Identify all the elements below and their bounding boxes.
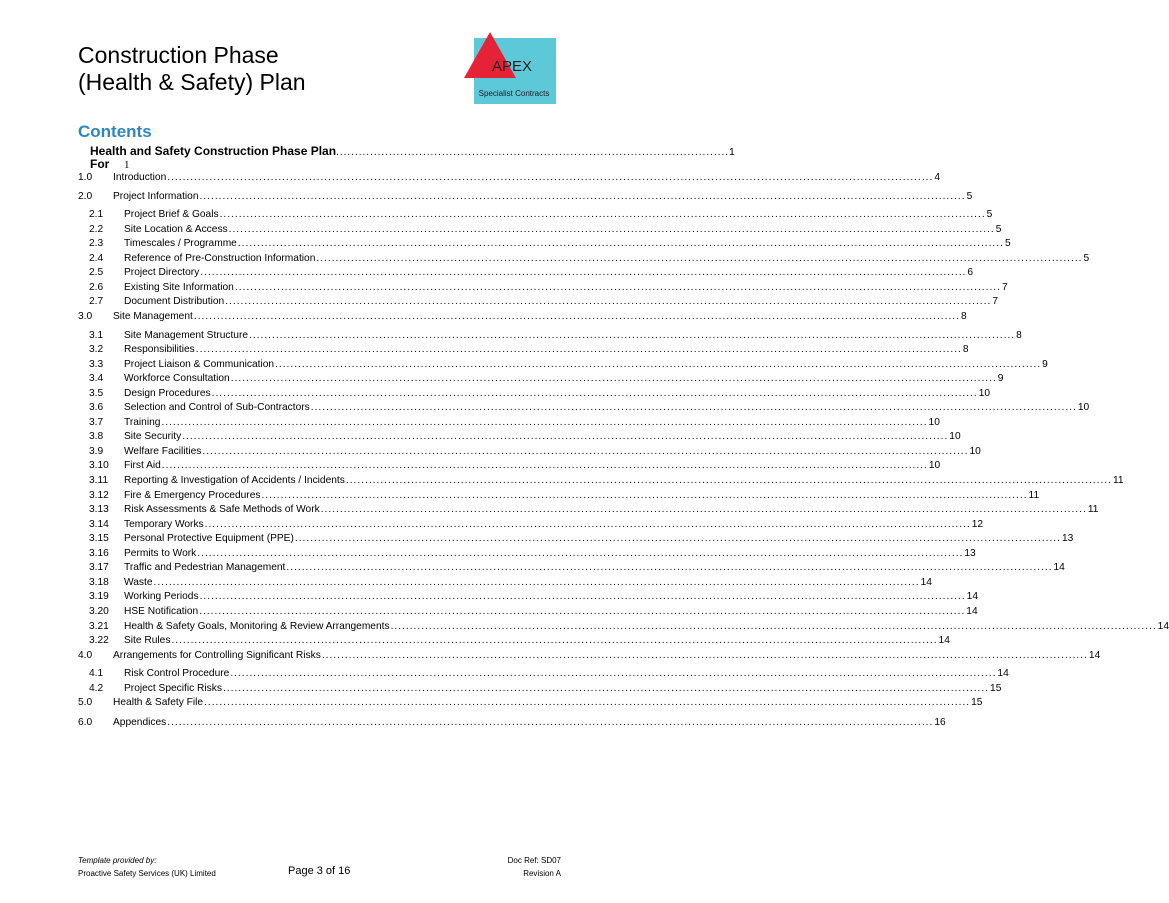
toc-entry-label: Welfare Facilities	[124, 445, 202, 457]
toc-entry-label: Project Information	[113, 190, 199, 202]
toc-entry[interactable]	[78, 190, 973, 203]
toc-entry-for: For	[90, 157, 110, 171]
toc-leader: ........................................................................................................................................................................................................	[197, 547, 964, 559]
toc-entry[interactable]	[89, 547, 976, 560]
toc-entry-number: 2.7	[89, 296, 104, 308]
toc-leader: ........................................................................................................................................................................................................	[199, 605, 966, 617]
toc-leader: ........................................................................................................................................................................................................	[310, 402, 1077, 414]
toc-entry[interactable]	[89, 344, 969, 356]
toc-entry-page: 14	[1088, 649, 1101, 661]
toc-leader: ........................................................................................................................................................................................................	[261, 489, 1028, 501]
toc-entry-page: 14	[938, 635, 950, 647]
toc-entry-page: 10	[949, 431, 961, 443]
toc-leader: ........................................................................................................................................................................................................	[275, 358, 1042, 370]
toc-entry-page: 10	[978, 387, 991, 399]
toc-entry-label: Design Procedures	[124, 387, 211, 399]
toc-leader: ........................................................................................................................................................................................................	[234, 281, 1001, 293]
toc-entry[interactable]	[89, 373, 1004, 385]
toc-entry-number: 3.19	[89, 591, 109, 603]
toc-entry-label: Project Brief & Goals	[124, 209, 219, 221]
toc-entry-label: Risk Assessments & Safe Methods of Work	[124, 504, 320, 516]
toc-entry-page: 10	[969, 445, 981, 457]
toc-entry-number: 3.14	[89, 518, 109, 530]
toc-entry[interactable]	[89, 460, 941, 472]
toc-entry-number: 3.17	[89, 562, 109, 574]
toc-entry[interactable]	[89, 635, 950, 647]
toc-entry-number: 3.21	[89, 620, 109, 632]
toc-entry[interactable]	[89, 620, 1169, 633]
toc-entry-page: 8	[962, 344, 969, 356]
toc-entry-number: 3.15	[89, 533, 109, 545]
toc-entry-page: 5	[966, 190, 973, 202]
toc-entry-label: Waste	[124, 576, 153, 588]
toc-entry-number: 3.18	[89, 576, 109, 588]
toc-leader: ........................................................................................................................................................................................................	[286, 562, 1053, 574]
toc-entry[interactable]	[78, 649, 1101, 662]
toc-leader: ........................................................................................................................................................................................................	[230, 668, 997, 680]
toc-entry-page: 13	[1061, 533, 1074, 545]
toc-entry-number: 3.9	[89, 445, 104, 457]
toc-entry-number: 3.5	[89, 387, 104, 399]
toc-entry-label: Existing Site Information	[124, 281, 234, 293]
toc-leader: ........................................................................................................................................................................................................	[225, 296, 992, 308]
toc-entry-label: Working Periods	[124, 591, 199, 603]
toc-leader: ........................................................................................................................................................................................................	[204, 518, 971, 530]
toc-entry-number: 3.8	[89, 431, 104, 443]
footer-left	[78, 854, 216, 880]
toc-entry-label: Appendices	[113, 716, 167, 728]
toc-entry-label: Site Security	[124, 431, 182, 443]
toc-leader: ........................................................................................................................................................................................................	[182, 431, 949, 443]
toc-entry-label: Workforce Consultation	[124, 373, 230, 385]
toc-entry-page: 7	[1001, 281, 1008, 293]
toc-entry[interactable]	[89, 668, 1009, 680]
toc-leader: ........................................................................................................................................................................................................	[195, 344, 962, 356]
toc-entry-number: 3.11	[89, 475, 109, 486]
toc-entry-page: 13	[964, 547, 976, 559]
toc-entry-number: 3.10	[89, 460, 109, 472]
toc-leader: ........................................................................................................................................................................................................	[204, 697, 971, 709]
footer-right	[508, 854, 561, 880]
toc-entry-page: 14	[1053, 562, 1065, 574]
toc-entry-label: Personal Protective Equipment (PPE)	[124, 533, 294, 545]
toc-entry-label: Arrangements for Controlling Significant Risks	[113, 649, 321, 661]
toc-entry-number: 2.2	[89, 223, 104, 235]
toc-leader: ........................................................................................................................................................................................................	[230, 373, 997, 385]
toc-entry-label: Fire & Emergency Procedures	[124, 489, 261, 501]
logo-brand: APEX	[491, 58, 533, 75]
toc-entry-label: Timescales / Programme	[124, 238, 237, 250]
toc-entry[interactable]	[89, 296, 998, 308]
toc-leader: ........................................................................................................................................................................................................	[153, 576, 920, 588]
toc-entry-page: 5	[1083, 252, 1090, 264]
toc-entry[interactable]	[89, 475, 1124, 487]
toc-entry-number: 2.1	[89, 209, 104, 221]
toc-leader: ........................................................................................................................................................................................................	[193, 310, 960, 322]
toc-entry-page: 10	[928, 460, 941, 472]
toc-leader: ........................................................................................................................................................................................................	[161, 460, 928, 472]
toc-entry-page: 14	[1157, 620, 1169, 632]
toc-entry[interactable]	[78, 310, 967, 323]
toc-entry-page: 15	[971, 697, 983, 709]
toc-entry-page: 14	[966, 591, 978, 603]
toc-leader: ........................................................................................................................................................................................................	[390, 620, 1157, 632]
toc-entry-label: Permits to Work	[124, 547, 197, 559]
toc-leader: ........................................................................................................................................................................................................	[161, 416, 928, 428]
toc-entry-label: Health & Safety File	[113, 697, 204, 709]
toc-leader: ........................................................................................................................................................................................................	[199, 591, 966, 603]
toc-entry-number: 3.13	[89, 504, 109, 516]
toc-entry-page: 10	[1077, 402, 1090, 414]
toc-entry-label: Site Rules	[124, 635, 171, 647]
toc-entry[interactable]	[78, 716, 946, 729]
toc-entry[interactable]	[89, 329, 1022, 342]
toc-entry-for-page: 1	[124, 159, 130, 171]
toc-entry-number: 3.0	[78, 310, 93, 322]
toc-entry[interactable]	[89, 238, 1011, 250]
toc-entry-label: Traffic and Pedestrian Management	[124, 562, 286, 574]
toc-entry-label: HSE Notification	[124, 605, 199, 617]
toc-entry[interactable]	[89, 605, 978, 618]
toc-entry-page: 9	[1042, 358, 1048, 370]
toc-entry-number: 4.1	[89, 668, 104, 680]
toc-entry-page: 5	[986, 209, 993, 221]
toc-entry-label: First Aid	[124, 460, 161, 472]
toc-entry[interactable]	[89, 682, 1002, 695]
toc-entry-number: 2.5	[89, 267, 104, 279]
toc-entry-number: 3.3	[89, 358, 104, 370]
toc-leader: ........................................................................................................................................................................................................	[222, 682, 990, 694]
toc-entry[interactable]	[89, 387, 991, 400]
toc-entry-label: Site Management Structure	[124, 329, 249, 341]
toc-entry-number: 3.22	[89, 635, 109, 647]
toc-entry[interactable]	[89, 533, 1074, 545]
toc-entry-number: 2.3	[89, 238, 104, 250]
toc-entry[interactable]	[89, 445, 981, 458]
toc-entry-number: 3.2	[89, 344, 104, 356]
toc-entry-label: Site Management	[113, 310, 193, 322]
toc-entry[interactable]	[89, 504, 1099, 516]
toc-leader: ........................................................................................................................................................................................................	[249, 329, 1016, 341]
toc-leader: ........................................................................................................................................................................................................	[211, 387, 978, 399]
toc-entry[interactable]	[78, 697, 983, 709]
toc-entry-number: 6.0	[78, 716, 93, 728]
toc-entry-page: 10	[928, 416, 940, 428]
toc-entry-page: 11	[1112, 475, 1124, 486]
toc-entry[interactable]	[89, 489, 1040, 502]
toc-entry[interactable]	[89, 281, 1008, 294]
toc-entry[interactable]	[89, 591, 978, 603]
toc-entry-number: 2.4	[89, 252, 104, 264]
toc-entry-number: 2.0	[78, 190, 93, 202]
toc-entry-label: Temporary Works	[124, 518, 204, 530]
toc-leader: ........................................................................................................................................................................................................	[320, 504, 1087, 516]
toc-leader: ........................................................................................................................................................................................................	[199, 190, 966, 202]
toc-leader: ........................................................................................................................................................................................................	[228, 223, 995, 235]
toc-leader: ........................................................................................................................................................................................................	[167, 172, 934, 183]
toc-entry[interactable]	[89, 576, 932, 589]
toc-entry-number: 3.16	[89, 547, 109, 559]
toc-entry-number: 1.0	[78, 172, 93, 183]
toc-entry-number: 4.0	[78, 649, 93, 661]
toc-entry-page: 8	[1016, 329, 1022, 341]
toc-entry[interactable]	[89, 402, 1090, 414]
toc-leader: ........................................................................................................................................................................................................	[219, 209, 986, 221]
toc-entry-page: 15	[990, 682, 1002, 694]
toc-entry-label: Health and Safety Construction Phase Plan	[90, 144, 337, 158]
footer-template-line: Template provided by:	[78, 856, 157, 865]
toc-entry-number: 5.0	[78, 697, 93, 709]
toc-entry-label: Reporting & Investigation of Accidents / Incidents	[124, 475, 345, 486]
toc-entry-page: 7	[992, 296, 998, 308]
toc-leader: ........................................................................................................................................................................................................	[171, 635, 938, 647]
title-line-2: (Health & Safety) Plan	[78, 69, 306, 95]
footer-company: Proactive Safety Services (UK) Limited	[78, 869, 216, 878]
toc-entry-page: 8	[960, 310, 967, 322]
toc-entry[interactable]	[89, 252, 1090, 265]
toc-leader: ........................................................................................................................................................................................................	[167, 716, 934, 728]
revision: Revision A	[523, 869, 561, 878]
toc-entry-label: Introduction	[113, 172, 167, 183]
toc-leader: ........................................................................................................	[336, 147, 730, 158]
toc-entry-label: Site Location & Access	[124, 223, 228, 235]
toc-entry[interactable]	[89, 562, 1065, 574]
doc-ref: Doc Ref: SD07	[507, 856, 561, 865]
toc-entry-number: 3.12	[89, 489, 109, 501]
toc-leader: ........................................................................................................................................................................................................	[237, 238, 1004, 250]
toc-leader: ........................................................................................................................................................................................................	[202, 445, 969, 457]
toc-entry-number: 3.1	[89, 329, 104, 341]
toc-entry-number: 3.7	[89, 416, 104, 428]
toc-entry-number: 4.2	[89, 682, 104, 694]
toc-entry-label: Responsibilities	[124, 344, 195, 356]
toc-leader: ........................................................................................................................................................................................................	[316, 252, 1083, 264]
toc-entry[interactable]	[89, 518, 984, 531]
toc-entry[interactable]	[89, 431, 961, 443]
toc-entry-number: 3.4	[89, 373, 104, 385]
toc-entry-page: 6	[967, 267, 974, 279]
toc-entry-page: 5	[995, 223, 1002, 235]
toc-entry-page: 11	[1028, 489, 1040, 501]
page-number: Page 3 of 16	[288, 865, 351, 877]
toc-entry-page: 1	[729, 146, 735, 158]
toc-leader: ........................................................................................................................................................................................................	[321, 649, 1088, 661]
toc-entry-label: Selection and Control of Sub-Contractors	[124, 402, 310, 414]
toc-entry-label: Reference of Pre-Construction Information	[124, 252, 316, 264]
toc-entry-page: 9	[997, 373, 1004, 385]
toc-entry-page: 5	[1004, 238, 1011, 250]
toc-entry[interactable]	[78, 172, 941, 184]
toc-entry-label: Project Liaison & Communication	[124, 358, 275, 370]
toc-entry-page: 12	[971, 518, 984, 530]
title-line-1: Construction Phase	[78, 42, 279, 68]
toc-entry-label: Health & Safety Goals, Monitoring & Review Arrangements	[124, 620, 390, 632]
toc-entry-number: 2.6	[89, 281, 104, 293]
toc-entry-page: 11	[1087, 504, 1099, 516]
contents-heading: Contents	[78, 122, 152, 141]
toc-entry[interactable]	[89, 267, 974, 279]
toc-entry-label: Risk Control Procedure	[124, 668, 230, 680]
toc-entry-label: Project Directory	[124, 267, 200, 279]
toc-entry-label: Project Specific Risks	[124, 682, 222, 694]
toc-entry-page: 14	[920, 576, 932, 588]
toc-entry-label: Training	[124, 416, 161, 428]
toc-entry-page: 14	[997, 668, 1009, 680]
toc-entry-number: 3.20	[89, 605, 109, 617]
toc-entry-number: 3.6	[89, 402, 104, 414]
toc-leader: ........................................................................................................................................................................................................	[294, 533, 1061, 545]
toc-entry[interactable]	[89, 358, 1048, 371]
logo-tagline: Specialist Contracts	[478, 89, 550, 98]
toc-entry-page: 14	[966, 605, 978, 617]
toc-entry[interactable]	[89, 223, 1002, 236]
toc-leader: ........................................................................................................................................................................................................	[345, 475, 1112, 486]
toc-entry-label: Document Distribution	[124, 296, 225, 308]
toc-leader: ........................................................................................................................................................................................................	[200, 267, 967, 279]
toc-entry-page: 4	[934, 172, 941, 183]
toc-entry[interactable]	[89, 209, 993, 221]
toc-entry[interactable]	[89, 416, 940, 429]
toc-entry-page: 16	[934, 716, 946, 728]
